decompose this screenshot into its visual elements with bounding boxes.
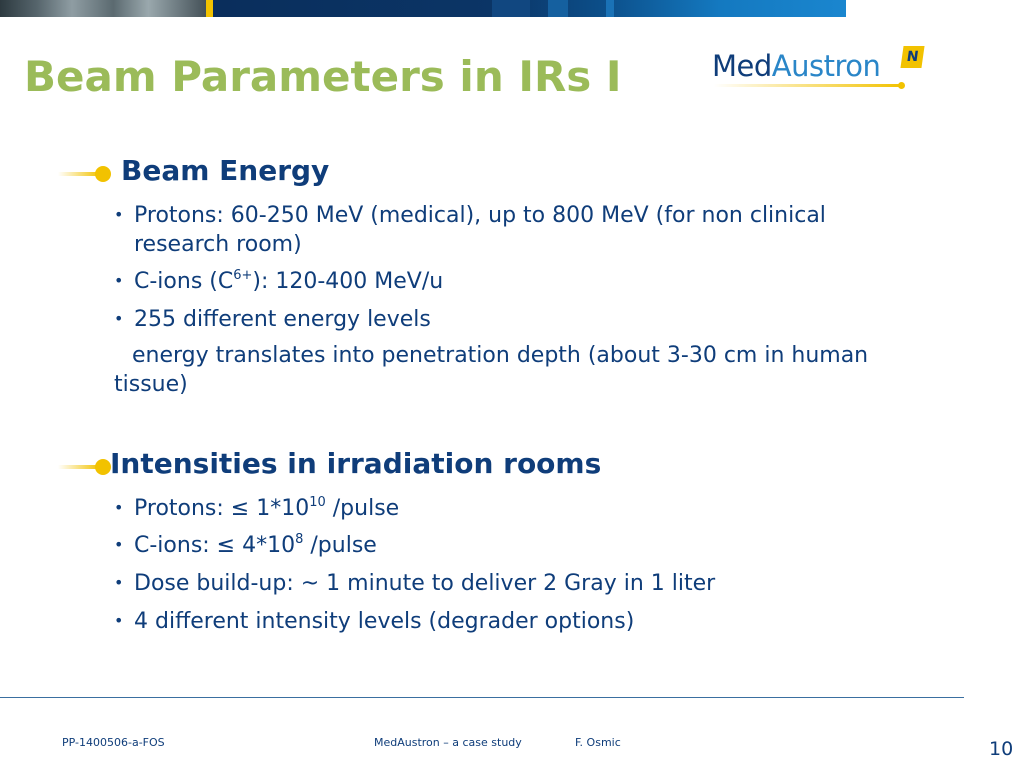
- list-item-text-continued: research room): [134, 232, 302, 257]
- note-line-continued: tissue): [114, 372, 188, 397]
- note-text: [114, 341, 868, 399]
- logo-dot: [898, 82, 905, 89]
- bullet-dot-icon: •: [114, 535, 124, 554]
- bullet-dot-icon: •: [114, 271, 124, 290]
- banner-tile: [548, 0, 568, 17]
- list-item: [114, 493, 399, 523]
- list-item-text: Protons: ≤ 1*10: [134, 496, 310, 521]
- banner-tile: [492, 0, 530, 17]
- superscript: 10: [309, 495, 326, 510]
- footer-doc-id: PP-1400506-a-FOS: [62, 736, 165, 749]
- list-item: [114, 304, 431, 334]
- list-item-text: Dose build-up: ~ 1 minute to deliver 2 Gray in 1 liter: [134, 571, 716, 596]
- superscript: 6+: [233, 268, 253, 283]
- logo-wordmark: [712, 49, 880, 83]
- banner-yellow-stripe: [206, 0, 213, 17]
- list-item-text: Protons: 60-250 MeV (medical), up to 800 MeV (for non clinical: [134, 203, 826, 228]
- list-item: [114, 606, 634, 636]
- list-item: [114, 530, 377, 560]
- footer-divider: [0, 697, 964, 698]
- slide-title: Beam Parameters in IRs I: [24, 52, 622, 101]
- list-item-text: ): 120-400 MeV/u: [252, 269, 444, 294]
- banner-tile: [606, 0, 614, 17]
- bullet-dot-icon: •: [114, 498, 124, 517]
- medaustron-logo: [712, 45, 924, 95]
- bullet-dot-icon: •: [114, 309, 124, 328]
- comet-bullet-icon: [58, 458, 110, 476]
- logo-badge: N: [900, 46, 924, 68]
- note-line: energy translates into penetration depth (about 3-30 cm in human: [132, 343, 869, 368]
- footer-author: F. Osmic: [575, 736, 621, 749]
- list-item-text: 255 different energy levels: [134, 307, 431, 332]
- logo-underline: [714, 84, 902, 87]
- list-item: [114, 568, 715, 598]
- list-item: [114, 266, 443, 296]
- list-item-text: C-ions (C: [134, 269, 234, 294]
- section-heading-intensities: Intensities in irradiation rooms: [110, 447, 602, 480]
- list-item-text: /pulse: [303, 533, 377, 558]
- banner-photo-strip: [0, 0, 206, 17]
- logo-text-austron: Austron: [771, 49, 881, 83]
- list-item-text: 4 different intensity levels (degrader options): [134, 609, 635, 634]
- section-heading-beam-energy: Beam Energy: [121, 154, 330, 187]
- logo-text-med: Med: [712, 49, 772, 83]
- top-banner: [0, 0, 846, 17]
- list-item-text: /pulse: [325, 496, 400, 521]
- footer-title: MedAustron – a case study: [374, 736, 522, 749]
- comet-bullet-icon: [58, 165, 110, 183]
- page-number: 10: [989, 738, 1014, 760]
- superscript: 8: [295, 532, 304, 547]
- list-item: [114, 200, 826, 259]
- bullet-dot-icon: •: [114, 573, 124, 592]
- list-item-text: C-ions: ≤ 4*10: [134, 533, 296, 558]
- bullet-dot-icon: •: [114, 611, 124, 630]
- bullet-dot-icon: •: [114, 205, 124, 224]
